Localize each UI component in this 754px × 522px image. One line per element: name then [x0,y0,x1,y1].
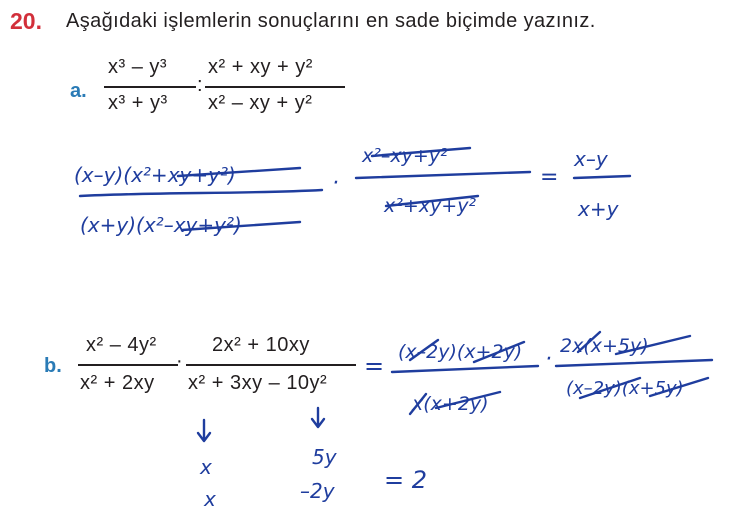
hand-b-fraction-bar-2 [556,360,712,366]
part-b-label: b. [44,355,62,377]
hand-b-fraction-bar-1 [392,366,538,372]
part-a-frac1-numerator: x³ – y³ [108,56,168,78]
part-b-frac1-denominator: x² + 2xy [80,372,155,394]
part-b-frac2-denominator: x² + 3xy – 10y² [188,372,328,394]
hand-b-equals: = [364,352,385,380]
hand-a-numerator-1: (x–y)(x²+xy+y²) [74,163,236,187]
hand-a-fraction-bar-2 [356,172,530,178]
hand-b-denominator-1: x(x+2y) [412,393,489,415]
hand-a-numerator-2: x²–xy+y² [362,145,448,167]
hand-b-denominator-2: (x–2y)(x+5y) [566,378,684,399]
part-a-operator: : [197,74,204,96]
hand-b-dot: · [545,347,552,372]
question-number: 20. [10,8,42,34]
hand-a-result-bar [574,176,630,178]
hand-b-factor-1b: x [204,487,216,511]
hand-b-arrow-2 [312,408,324,427]
part-a-frac2-numerator: x² + xy + y² [208,56,313,78]
hand-b-result: = 2 [384,466,428,494]
hand-a-result-denominator: x+y [578,197,619,221]
hand-a-fraction-bar-1 [80,190,322,196]
part-b-operator: · [176,350,184,372]
part-a-frac2-denominator: x² – xy + y² [208,92,313,114]
hand-b-numerator-1: (x–2y)(x+2y) [398,341,523,363]
part-b-frac1-numerator: x² – 4y² [86,334,157,356]
hand-a-denominator-1: (x+y)(x²–xy+y²) [80,213,242,237]
hand-b-factor-1a: x [200,455,212,479]
question-text: Aşağıdaki işlemlerin sonuçlarını en sade biçimde yazınız. [66,10,596,32]
hand-b-arrow-1 [198,420,210,441]
part-a-frac1-denominator: x³ + y³ [108,92,168,114]
hand-b-factor-2b: –2y [300,479,335,503]
hand-b-numerator-2: 2x(x+5y) [560,335,649,357]
hand-a-dot: · [332,171,339,196]
hand-a-equals: = [540,165,559,190]
hand-b-factor-2a: 5y [312,445,337,469]
hand-a-result-numerator: x–y [574,147,608,171]
part-a-label: a. [70,80,87,102]
hand-a-denominator-2: x²+xy+y² [384,195,477,217]
part-b-frac2-numerator: 2x² + 10xy [212,334,310,356]
